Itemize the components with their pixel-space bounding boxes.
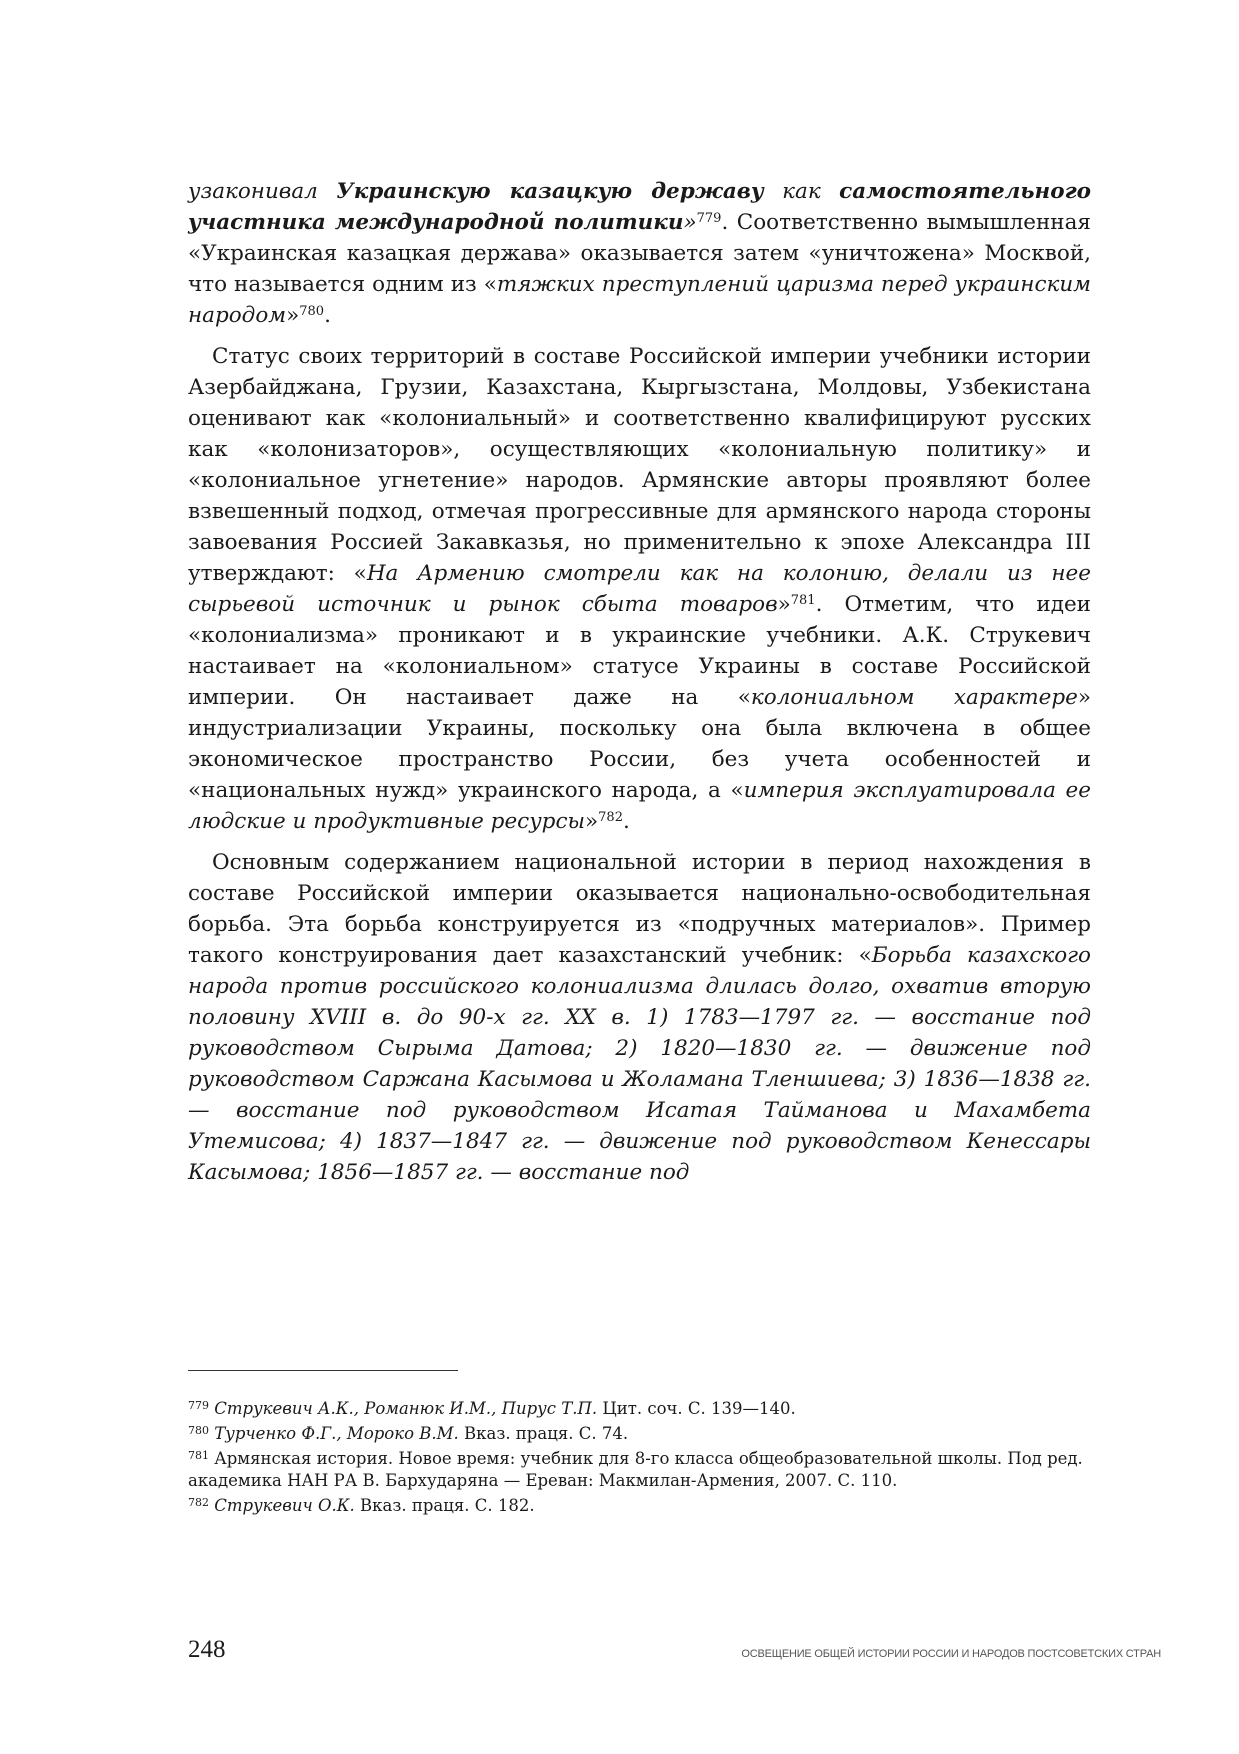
text-run: Украинскую казацкую державу — [336, 179, 764, 204]
text-run: Основным содержанием национальной истории в период нахождения в составе Российской империи оказывается национально-освободительная борьба. Эта борьба конструируется из «подручных материалов». Пример такого конструирования дает казахстанский учебник: « — [188, 850, 1091, 968]
footnote-number: 779 — [188, 1399, 209, 1412]
text-run: Цит. соч. С. 139—140. — [597, 1399, 796, 1418]
text-run: Турченко Ф.Г., Мороко В.М. — [214, 1424, 459, 1443]
text-run: Статус своих территорий в составе Российской империи учебники истории Азербайджана, Грузии, Казахстана, Кыргызстана, Молдовы, Узбекистана оценивают как «колониальный» и соответственно квалифицируют русских как «колонизаторов», осуществляющих «колониальную политику» и «колониальное угнетение» народов. Армянские авторы проявляют более взвешенный подход, отмечая прогрессивные для армянского народа стороны завоевания Россией Закавказья, но применительно к эпохе Александра III утверждают: « — [188, 344, 1091, 586]
footnote-ref[interactable]: 779 — [696, 211, 722, 226]
text-run: империя эксплуатировала ее людские и продуктивные ресурсы — [188, 778, 1091, 834]
footnote-number: 782 — [188, 1496, 209, 1509]
text-run: как — [763, 179, 840, 204]
text-run: колониальном характере — [750, 685, 1078, 710]
footnote — [188, 1423, 1088, 1445]
text-run: узаконивал — [188, 179, 337, 204]
text-run: » — [585, 809, 599, 834]
paragraph — [188, 847, 1091, 1188]
text-run: . — [324, 303, 331, 328]
text-run: » индустриализации Украины, поскольку она была включена в общее экономическое пространство России, без учета особенностей и «национальных нужд» украинского народа, а « — [188, 685, 1092, 803]
text-run: Струкевич А.К., Романюк И.М., Пирус Т.П. — [214, 1399, 598, 1418]
text-run: » — [683, 210, 697, 235]
text-run: . Отметим, что идеи «колониализма» проникают и в украинские учебники. А.К. Струкевич настаивает на «колониальном» статусе Украины в составе Российской империи. Он настаивает даже на « — [188, 592, 1091, 710]
text-run: Вказ. праця. С. 74. — [458, 1424, 629, 1443]
text-run: . Соответственно вымышленная «Украинская казацкая держава» оказывается затем «уничтожена» Москвой, что называется одним из « — [188, 210, 1091, 297]
text-run: Армянская история. Новое время: учебник для 8-го класса общеобразовательной школы. Под ред. академика НАН РА В. Бархударяна — Ереван: Макмилан-Армения, 2007. С. 110. — [188, 1449, 1083, 1490]
page-number: 248 — [188, 1636, 226, 1663]
text-run: . — [622, 809, 630, 834]
footnote-ref[interactable]: 782 — [598, 810, 623, 825]
footnote — [188, 1448, 1088, 1492]
footnotes — [188, 1398, 1088, 1520]
footnote-number: 780 — [188, 1424, 209, 1437]
text-run: Струкевич О.К. — [214, 1496, 355, 1515]
footnote — [188, 1398, 1088, 1420]
text-run: Борьба казахского народа против российского колониализма длилась долго, охватив вторую половину XVIII в. до 90-х гг. XX в. 1) 1783—1797 гг. — восстание под руководством Сырыма Датова; 2) 1820—1830 гг. — движение под руководством Саржана Касымова и Жоламана Тленшиева; 3) 1836—1838 гг. — восстание под руководством Исатая Тайманова и Махамбета Утемисова; 4) 1837—1847 гг. — движение под руководством Кенессары Касымова; 1856—1857 гг. — восстание под — [188, 943, 1091, 1185]
text-run: Вказ. праця. С. 182. — [354, 1496, 535, 1515]
footnote — [188, 1495, 1088, 1517]
text-run: На Армению смотрели как на колонию, делали из нее сырьевой источник и рынок сбыта товаров — [188, 561, 1091, 617]
footnote-number: 781 — [188, 1449, 209, 1462]
text-run: самостоятельного участника международной политики — [188, 179, 1091, 235]
paragraph — [188, 176, 1091, 331]
footnote-ref[interactable]: 781 — [790, 593, 816, 608]
running-title: ОСВЕЩЕНИЕ ОБЩЕЙ ИСТОРИИ РОССИИ И НАРОДОВ ПОСТСОВЕТСКИХ СТРАН — [741, 1648, 1161, 1660]
text-run: тяжких преступлений царизма перед украинским народом — [188, 272, 1092, 328]
footnote-ref[interactable]: 780 — [299, 304, 325, 319]
paragraph — [188, 341, 1091, 837]
text-run: » — [777, 592, 791, 617]
footnote-separator — [188, 1370, 458, 1371]
body-text — [188, 176, 1091, 1198]
text-run: » — [286, 303, 300, 328]
